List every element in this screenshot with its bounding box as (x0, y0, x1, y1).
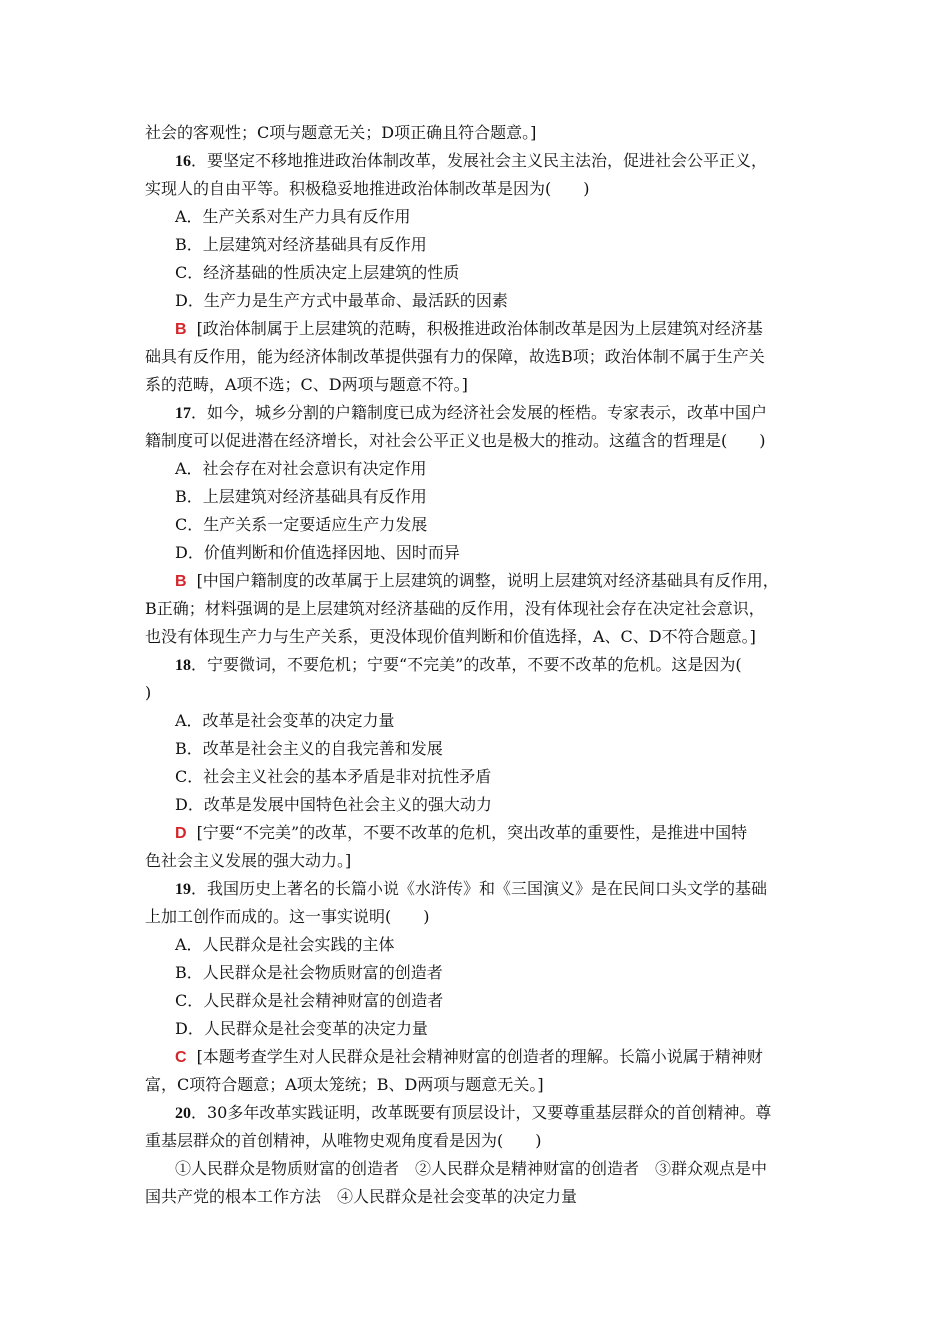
question-number: 20 (175, 1105, 191, 1122)
option-c: C．生产关系一定要适应生产力发展 (175, 515, 428, 534)
answer-letter: B (175, 573, 187, 590)
answer-explanation: C [本题考查学生对人民群众是社会精神财富的创造者的理解。长篇小说属于精神财 (175, 1047, 763, 1066)
answer-explanation: D [宁要“不完美”的改革，不要不改革的危机，突出改革的重要性，是推进中国特 (175, 823, 748, 842)
question-18: 18．宁要微词，不要危机；宁要“不完美”的改革，不要不改革的危机。这是因为( (175, 655, 742, 674)
option-c: C．人民群众是社会精神财富的创造者 (175, 991, 444, 1010)
option-c: C．社会主义社会的基本矛盾是非对抗性矛盾 (175, 767, 492, 786)
option-d: D．价值判断和价值选择因地、因时而异 (175, 543, 460, 562)
text-line: 社会的客观性；C项与题意无关；D项正确且符合题意。] (145, 123, 537, 142)
text-line: 籍制度可以促进潜在经济增长，对社会公平正义也是极大的推动。这蕴含的哲理是( ) (145, 431, 766, 450)
option-a: A．社会存在对社会意识有决定作用 (175, 459, 427, 478)
option-a: A．人民群众是社会实践的主体 (175, 935, 395, 954)
option-d: D．人民群众是社会变革的决定力量 (175, 1019, 428, 1038)
question-17: 17．如今，城乡分割的户籍制度已成为经济社会发展的桎梏。专家表示，改革中国户 (175, 403, 768, 422)
option-d: D．改革是发展中国特色社会主义的强大动力 (175, 795, 492, 814)
text-line: 系的范畴，A项不选；C、D两项与题意不符。] (145, 375, 468, 394)
answer-letter: C (175, 1049, 187, 1066)
option-a: A．改革是社会变革的决定力量 (175, 711, 395, 730)
text-line: 实现人的自由平等。积极稳妥地推进政治体制改革是因为( ) (145, 179, 590, 198)
text-line: B正确；材料强调的是上层建筑对经济基础的反作用，没有体现社会存在决定社会意识， (145, 599, 765, 618)
answer-explanation: B [中国户籍制度的改革属于上层建筑的调整，说明上层建筑对经济基础具有反作用， (175, 571, 779, 590)
question-number: 18 (175, 657, 191, 674)
option-b: B．上层建筑对经济基础具有反作用 (175, 235, 427, 254)
question-number: 16 (175, 153, 191, 170)
answer-letter: B (175, 321, 187, 338)
option-a: A．生产关系对生产力具有反作用 (175, 207, 411, 226)
option-b: B．改革是社会主义的自我完善和发展 (175, 739, 443, 758)
text-line: 重基层群众的首创精神，从唯物史观角度看是因为( ) (145, 1131, 542, 1150)
text-line: 富，C项符合题意；A项太笼统；B、D两项与题意无关。] (145, 1075, 544, 1094)
answer-explanation: B [政治体制属于上层建筑的范畴，积极推进政治体制改革是因为上层建筑对经济基 (175, 319, 763, 338)
text-line: 色社会主义发展的强大动力。] (145, 851, 352, 870)
text-line: 础具有反作用，能为经济体制改革提供强有力的保障，故选B项；政治体制不属于生产关 (145, 347, 765, 366)
answer-letter: D (175, 825, 187, 842)
text-line: 国共产党的根本工作方法 ④人民群众是社会变革的决定力量 (145, 1187, 578, 1206)
question-number: 17 (175, 405, 191, 422)
question-16: 16．要坚定不移地推进政治体制改革，发展社会主义民主法治，促进社会公平正义， (175, 151, 768, 170)
question-number: 19 (175, 881, 191, 898)
option-b: B．人民群众是社会物质财富的创造者 (175, 963, 443, 982)
statement-options: ①人民群众是物质财富的创造者 ②人民群众是精神财富的创造者 ③群众观点是中 (175, 1159, 768, 1178)
text-line: ) (145, 683, 152, 702)
text-line: 上加工创作而成的。这一事实说明( ) (145, 907, 430, 926)
question-19: 19．我国历史上著名的长篇小说《水浒传》和《三国演义》是在民间口头文学的基础 (175, 879, 768, 898)
question-20: 20．30多年改革实践证明，改革既要有顶层设计，又要尊重基层群众的首创精神。尊 (175, 1103, 772, 1122)
option-c: C．经济基础的性质决定上层建筑的性质 (175, 263, 460, 282)
option-b: B．上层建筑对经济基础具有反作用 (175, 487, 427, 506)
option-d: D．生产力是生产方式中最革命、最活跃的因素 (175, 291, 508, 310)
text-line: 也没有体现生产力与生产关系，更没体现价值判断和价值选择，A、C、D不符合题意。] (145, 627, 756, 646)
